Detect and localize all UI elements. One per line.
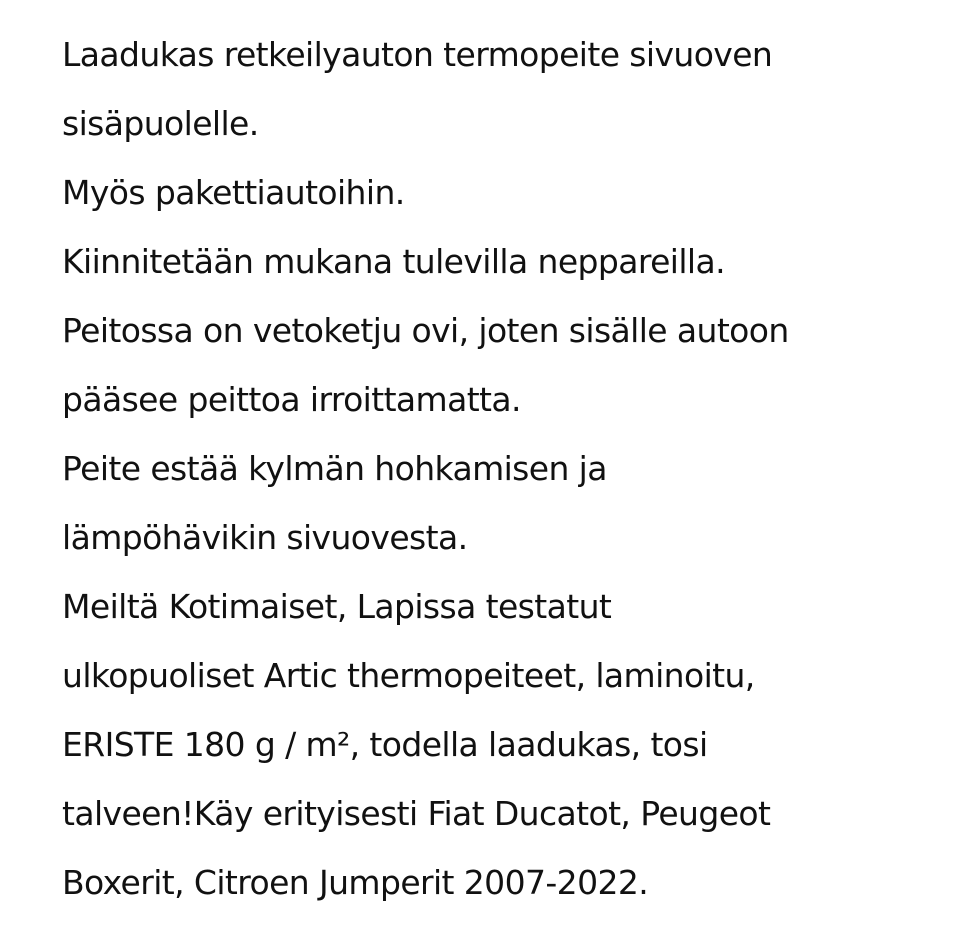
description-line: sisäpuolelle. [62,104,259,143]
description-line: ulkopuoliset Artic thermopeiteet, laminoitu, [62,656,755,695]
description-line: Myös pakettiautoihin. [62,173,405,212]
description-line: pääsee peittoa irroittamatta. [62,380,521,419]
description-line: Peitossa on vetoketju ovi, joten sisälle autoon [62,311,789,350]
description-line: Kiinnitetään mukana tulevilla neppareilla. [62,242,726,281]
description-line: Peite estää kylmän hohkamisen ja [62,449,607,488]
product-description [62,20,942,917]
description-line: Meiltä Kotimaiset, Lapissa testatut [62,587,612,626]
description-line: Laadukas retkeilyauton termopeite sivuoven [62,35,773,74]
description-line: lämpöhävikin sivuovesta. [62,518,468,557]
description-line: ERISTE 180 g / m², todella laadukas, tosi [62,725,708,764]
description-line: talveen!Käy erityisesti Fiat Ducatot, Peugeot [62,794,771,833]
description-line: Boxerit, Citroen Jumperit 2007-2022. [62,863,649,902]
